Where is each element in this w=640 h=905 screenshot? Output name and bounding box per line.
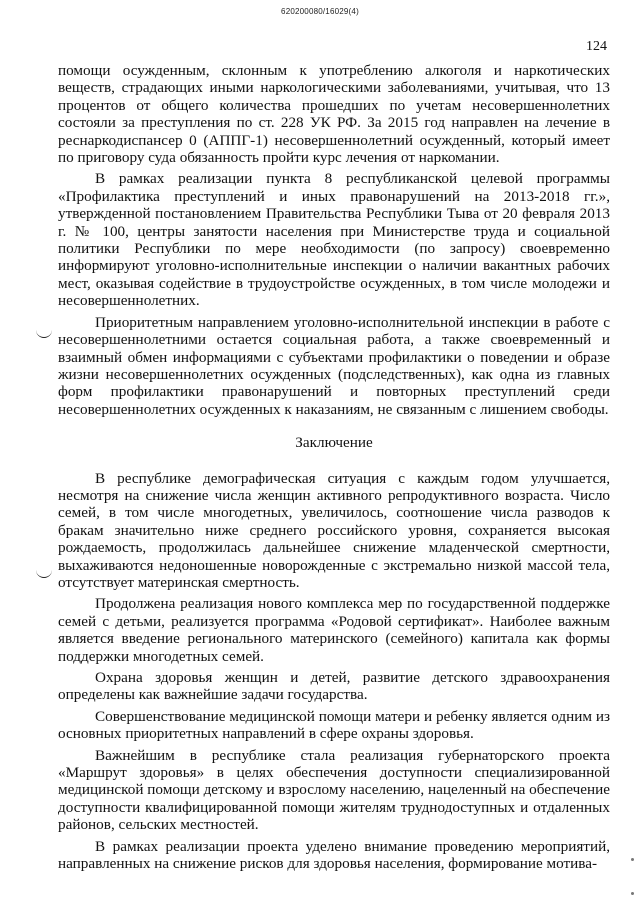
paragraph: помощи осужденным, склонным к употреблению алкоголя и наркотических веществ, страдающих иными наркологическими заболеваниями, учитывая, что 13 процентов от общего количества прошедших по учетам несовершеннолетних состояли за преступления по ст. 228 УК РФ. За 2015 год направлен на лечение в реснаркодиспансер 0 (АППГ-1) несовершеннолетний осужденный, который имеет по приговору суда обязанность пройти курс лечения от наркомании. — [58, 62, 610, 167]
paragraph: В рамках реализации пункта 8 республиканской целевой программы «Профилактика преступлений и иных правонарушений на 2013-2018 гг.», утвержденной постановлением Правительства Республики Тыва от 20 февраля 2013 г. № 100, центры занятости населения при Министерстве труда и социальной политики Республики по мере необходимости (по запросу) своевременно информируют уголовно-исполнительные инспекции о наличии вакантных рабочих мест, оказывая содействие в трудоустройстве осужденных, в том числе молодежи и несовершеннолетних. — [58, 170, 610, 310]
scan-dot — [631, 892, 634, 895]
scan-dot — [631, 858, 634, 861]
paragraph: Совершенствование медицинской помощи матери и ребенку является одним из основных приоритетных направлений в сфере охраны здоровья. — [58, 707, 610, 743]
paragraph: Важнейшим в республике стала реализация губернаторского проекта «Маршрут здоровья» в целях обеспечения доступности специализированной медицинской помощи детскому и взрослому населению, нацеленный на обеспечение доступности квалифицированной помощи жителям труднодоступных и отдаленных районов, сельских местностей. — [58, 746, 610, 834]
paragraph: Продолжена реализация нового комплекса мер по государственной поддержке семей с детьми, реализуется программа «Родовой сертификат». Наиболее важным является введение регионального материнского (семейного) капитала как формы поддержки многодетных семей. — [58, 595, 610, 665]
margin-mark — [36, 570, 52, 578]
page-body — [58, 62, 610, 876]
paragraph: В республике демографическая ситуация с каждым годом улучшается, несмотря на снижение числа женщин активного репродуктивного возраста. Число семей, в том числе многодетных, увеличилось, соотношение числа разводов к бракам значительно ниже среднего российского уровня, сохраняется высокая рождаемость, продолжилась дальнейшее снижение младенческой смертности, выхаживаются недоношенные новорожденные с экстремально низкой массой тела, отсутствует материнская смертность. — [58, 469, 610, 591]
document-id: 620200080/16029(4) — [281, 7, 359, 16]
page-number: 124 — [586, 39, 607, 54]
paragraph: Охрана здоровья женщин и детей, развитие детского здравоохранения определены как важнейшие задачи государства. — [58, 669, 610, 704]
paragraph: В рамках реализации проекта уделено внимание проведению мероприятий, направленных на снижение рисков для здоровья населения, формирование мотива- — [58, 837, 610, 873]
margin-mark — [36, 330, 52, 338]
paragraph: Приоритетным направлением уголовно-исполнительной инспекции в работе с несовершеннолетними остается социальная работа, а также своевременный и взаимный обмен информациями с субъектами профилактики о поведении и образе жизни несовершеннолетних осужденных (подследственных), как одна из главных форм профилактики правонарушений и повторных преступлений среди несовершеннолетних осужденных к наказаниям, не связанным с лишением свободы. — [58, 313, 610, 418]
section-heading: Заключение — [295, 434, 373, 452]
